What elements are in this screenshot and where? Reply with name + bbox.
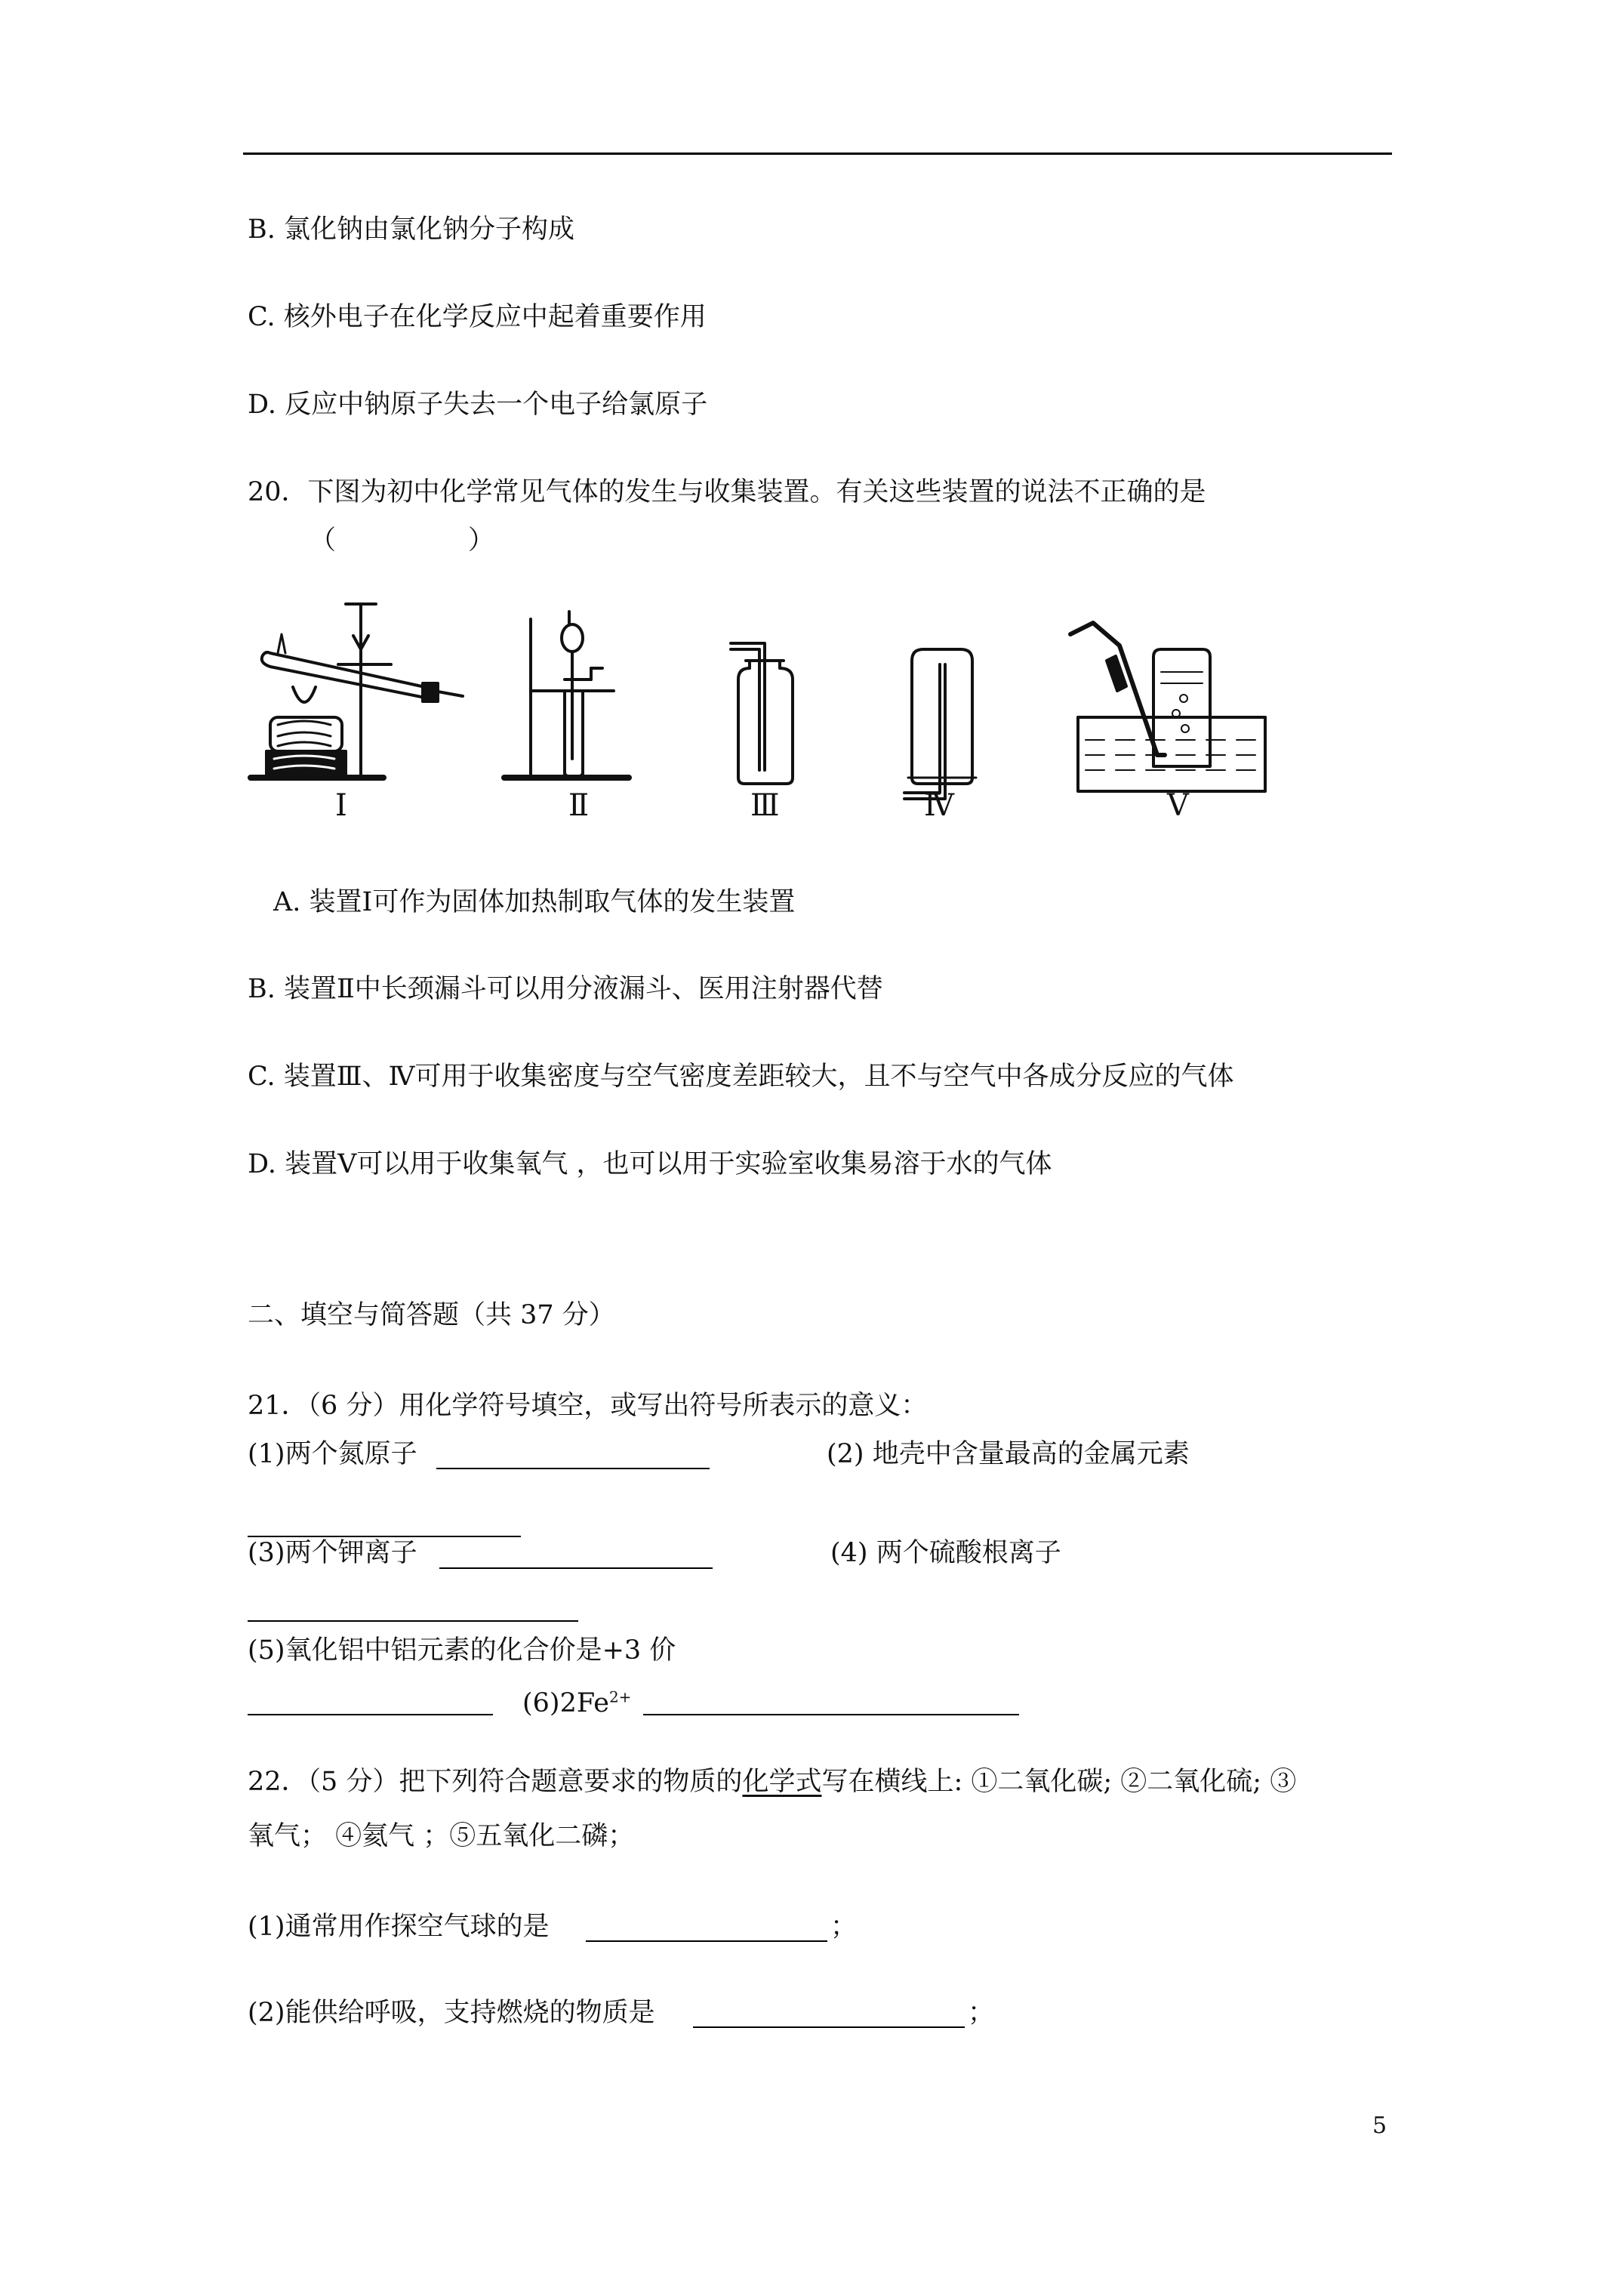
q21-stem: 21．（6 分）用化学符号填空，或写出符号所表示的意义： xyxy=(248,1391,928,1421)
apparatus-2 xyxy=(504,612,629,779)
q22-stem: 22．（5 分）把下列符合题意要求的物质的化学式写在横线上: ①二氧化碳; ②二氧化硫; ③ xyxy=(248,1767,1297,1797)
q22-semicolon-2: ； xyxy=(968,1998,995,2028)
q20-stem: 20．下图为初中化学常见气体的发生与收集装置。有关这些装置的说法不正确的是 xyxy=(248,477,1206,507)
q21-blank-4[interactable] xyxy=(248,1620,578,1622)
label-apparatus-3: Ⅲ xyxy=(750,788,780,823)
q21-part-4: (4) 两个硫酸根离子 xyxy=(830,1538,1061,1568)
section-2-title: 二、填空与简答题（共 37 分） xyxy=(248,1300,615,1330)
q21-part-6: $(6)2Fe^{2+}$ xyxy=(522,1687,632,1718)
apparatus-5 xyxy=(1070,623,1265,791)
q21-blank-3[interactable] xyxy=(439,1567,713,1569)
q21-blank-1[interactable] xyxy=(436,1468,710,1469)
q22-blank-2[interactable] xyxy=(693,2026,965,2028)
q20-option-b: B. 装置Ⅱ中长颈漏斗可以用分液漏斗、医用注射器代替 xyxy=(248,974,883,1004)
label-apparatus-1: Ⅰ xyxy=(335,788,347,823)
page-number: 5 xyxy=(1372,2113,1387,2139)
apparatus-4 xyxy=(904,649,976,799)
q22-stem-line-2: 氧气； ④氦气 ；⑤五氧化二磷； xyxy=(248,1821,635,1851)
q21-part-1: (1)两个氮原子 xyxy=(248,1439,417,1469)
q20-answer-paren: （ ） xyxy=(310,525,495,556)
label-apparatus-4: Ⅳ xyxy=(924,788,954,823)
apparatus-figure xyxy=(248,589,1289,841)
apparatus-1 xyxy=(251,604,463,778)
q22-part-1: (1)通常用作探空气球的是 xyxy=(248,1912,550,1942)
q22-semicolon-1: ； xyxy=(830,1912,858,1942)
q21-part-2: (2) 地壳中含量最高的金属元素 xyxy=(827,1439,1190,1469)
q22-part-2: (2)能供给呼吸，支持燃烧的物质是 xyxy=(248,1998,655,2028)
header-rule xyxy=(243,153,1392,155)
q21-blank-5[interactable] xyxy=(248,1714,493,1715)
apparatus-3 xyxy=(731,643,793,784)
label-apparatus-5: Ⅴ xyxy=(1167,788,1189,823)
q21-part-5: (5)氧化铝中铝元素的化合价是+3 价 xyxy=(248,1635,676,1666)
q19-option-c: C. 核外电子在化学反应中起着重要作用 xyxy=(248,302,707,332)
q22-blank-1[interactable] xyxy=(586,1940,827,1942)
q20-option-d: D. 装置Ⅴ可以用于收集氧气 ，也可以用于实验室收集易溶于水的气体 xyxy=(248,1149,1052,1179)
q20-option-c: C. 装置Ⅲ、Ⅳ可用于收集密度与空气密度差距较大，且不与空气中各成分反应的气体 xyxy=(248,1062,1234,1092)
label-apparatus-2: Ⅱ xyxy=(568,788,590,823)
q21-part-3: (3)两个钾离子 xyxy=(248,1538,417,1568)
q20-option-a: A. 装置Ⅰ可作为固体加热制取气体的发生装置 xyxy=(273,887,796,917)
q19-option-b: B. 氯化钠由氯化钠分子构成 xyxy=(248,214,574,245)
q21-blank-6[interactable] xyxy=(643,1714,1019,1715)
q19-option-d: D. 反应中钠原子失去一个电子给氯原子 xyxy=(248,390,708,420)
